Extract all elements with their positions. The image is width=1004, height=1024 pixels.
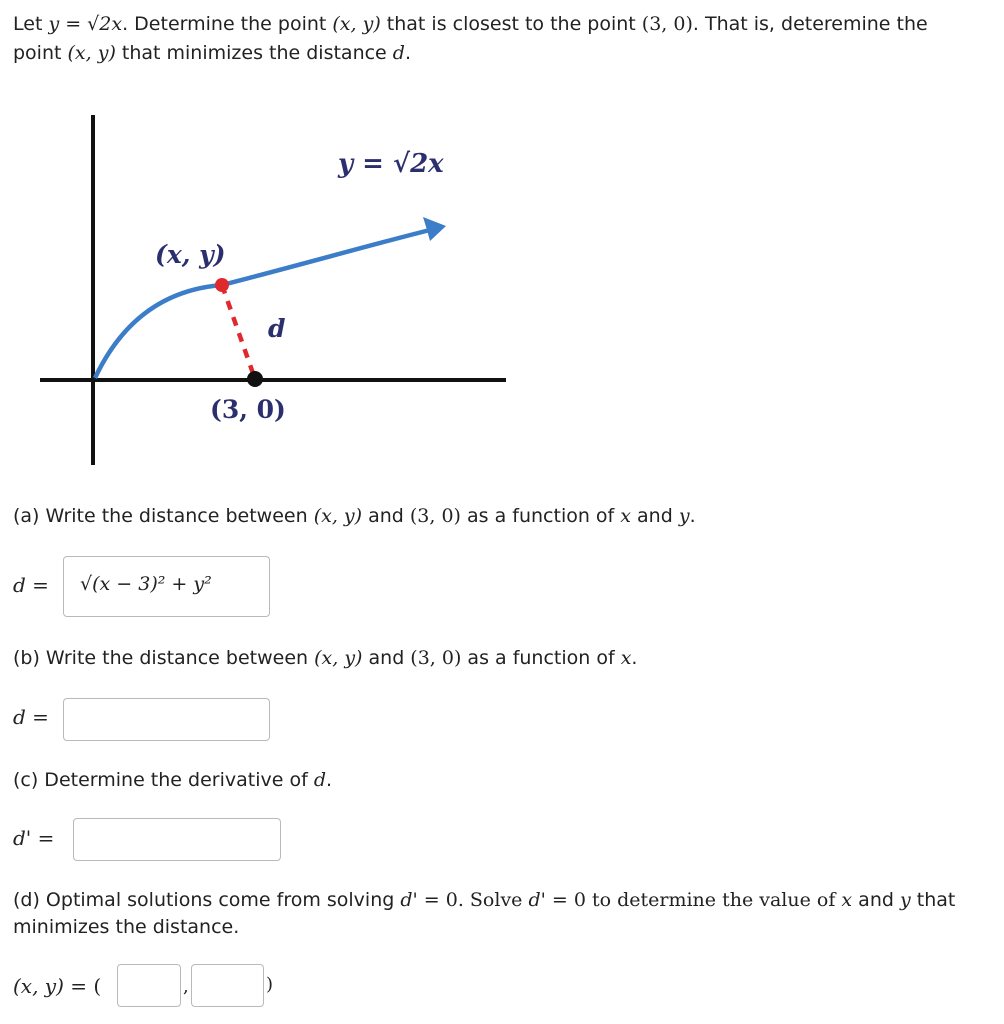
text: (d) Optimal solutions come from solving bbox=[13, 889, 401, 911]
part-c-lhs bbox=[13, 826, 54, 850]
text: . bbox=[404, 42, 412, 64]
text: . That is, deteremine the bbox=[692, 13, 928, 35]
math: (x, y) bbox=[332, 13, 381, 35]
text: . bbox=[325, 769, 333, 791]
math: = 0. Solve bbox=[417, 889, 529, 911]
math: y bbox=[678, 505, 690, 527]
text: . Determine the point bbox=[122, 13, 333, 35]
text: d bbox=[13, 705, 26, 729]
part-b-answer-field[interactable] bbox=[63, 698, 270, 741]
math: x bbox=[841, 889, 853, 911]
part-d-prompt-line-2: minimizes the distance. bbox=[13, 916, 240, 938]
figure-diagram bbox=[0, 100, 520, 470]
part-d-prompt bbox=[13, 886, 955, 914]
text: as a function of bbox=[461, 647, 621, 669]
text: . bbox=[689, 505, 696, 527]
math: d bbox=[313, 769, 326, 791]
text: that minimizes the distance bbox=[115, 42, 393, 64]
text: and bbox=[362, 505, 410, 527]
math: d bbox=[392, 42, 405, 64]
math: y = √2x bbox=[48, 13, 123, 35]
distance-segment bbox=[222, 285, 255, 379]
target-label: (3, 0) bbox=[210, 395, 286, 424]
part-b-lhs bbox=[13, 705, 49, 729]
math: (x, y) bbox=[313, 505, 363, 527]
part-b-prompt bbox=[13, 644, 637, 672]
math: (x, y) bbox=[314, 647, 363, 669]
text: d' bbox=[13, 826, 32, 850]
text: . bbox=[631, 647, 638, 669]
text: and bbox=[852, 889, 900, 911]
part-a-answer-field[interactable] bbox=[63, 556, 270, 617]
part-d-y-answer-field[interactable] bbox=[191, 964, 264, 1007]
math: d' bbox=[400, 889, 418, 911]
question-line-1 bbox=[13, 10, 928, 38]
math: = 0 to determine the value of bbox=[545, 889, 842, 911]
part-d-lhs bbox=[13, 974, 101, 998]
text: = bbox=[70, 974, 88, 998]
text: = bbox=[32, 573, 49, 597]
text: (a) Write the distance between bbox=[13, 505, 314, 527]
text: = bbox=[37, 826, 55, 850]
target-point bbox=[247, 371, 263, 387]
part-d-comma: , bbox=[183, 976, 189, 997]
math: (3, 0) bbox=[641, 13, 693, 35]
part-a-lhs bbox=[13, 573, 49, 597]
part-c-answer-field[interactable] bbox=[73, 818, 281, 861]
text: (c) Determine the derivative of bbox=[13, 769, 314, 791]
math: x bbox=[620, 505, 631, 527]
math: (x, y) bbox=[67, 42, 116, 64]
question-line-2 bbox=[13, 39, 411, 67]
math: x bbox=[620, 647, 632, 669]
distance-label: d bbox=[268, 314, 286, 343]
text: = bbox=[32, 705, 49, 729]
math: d' bbox=[528, 889, 546, 911]
curve-point bbox=[215, 278, 229, 292]
text: (x, y) bbox=[13, 974, 64, 998]
text: that bbox=[910, 889, 956, 911]
math: (3, 0) bbox=[409, 505, 461, 527]
curve-sqrt bbox=[95, 230, 430, 378]
text: as a function of bbox=[460, 505, 621, 527]
part-d-x-answer-field[interactable] bbox=[117, 964, 181, 1007]
text: and bbox=[631, 505, 679, 527]
part-c-prompt bbox=[13, 766, 332, 794]
text: and bbox=[362, 647, 411, 669]
text: d bbox=[13, 573, 26, 597]
text: (b) Write the distance between bbox=[13, 647, 315, 669]
text: Let bbox=[13, 13, 49, 35]
text: point bbox=[13, 42, 68, 64]
part-a-prompt bbox=[13, 502, 696, 530]
math: y bbox=[899, 889, 911, 911]
point-label: (x, y) bbox=[155, 240, 226, 269]
part-d-close-paren: ) bbox=[266, 974, 274, 995]
text: ( bbox=[93, 974, 102, 998]
curve-label: y = √2x bbox=[338, 149, 444, 179]
math: (3, 0) bbox=[410, 647, 462, 669]
text: that is closest to the point bbox=[380, 13, 642, 35]
part-a-answer-value: √(x − 3)² + y² bbox=[80, 573, 212, 595]
